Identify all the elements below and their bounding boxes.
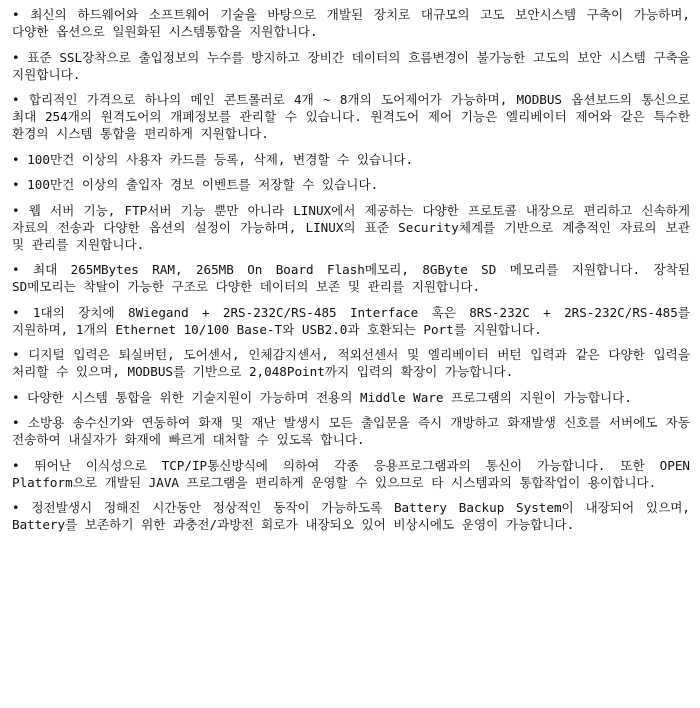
feature-item-7: • 최대 265MBytes RAM, 265MB On Board Flash메모리, 8GByte SD 메모리를 지원합니다. 장착된 SD메모리는 착탈이 가능한 구조로 다양한 데이터의 보존 및 관리를 지원합니다. xyxy=(12,262,690,294)
feature-item-4: • 100만건 이상의 사용자 카드를 등록, 삭제, 변경할 수 있습니다. xyxy=(12,151,414,167)
feature-item-3: • 합리적인 가격으로 하나의 메인 콘트롤러로 4개 ~ 8개의 도어제어가 가능하며, MODBUS 옵션보드의 통신으로 최대 254개의 원격도어의 개폐정보를 관리할 수 있습니다. 원격도어 제어 기능은 엘리베이터 제어와 같은 특수한 환경의 시스템 통합을 편리하게 지원합니다. xyxy=(12,92,690,141)
feature-item-9: • 디지털 입력은 퇴실버턴, 도어센서, 인체감지센서, 적외선센서 및 엘리베이터 버턴 입력과 같은 다양한 입력을 처리할 수 있으며, MODBUS를 기반으로 2,048Point까지 입력의 확장이 가능합니다. xyxy=(12,347,690,379)
feature-list xyxy=(12,6,690,533)
feature-item-5: • 100만건 이상의 출입자 경보 이벤트를 저장할 수 있습니다. xyxy=(12,177,379,192)
feature-item-12: • 뛰어난 이식성으로 TCP/IP통신방식에 의하여 각종 응용프로그램과의 통신이 가능합니다. 또한 OPEN Platform으로 개발된 JAVA 프로그램을 편리하게 운영할 수 있으므로 타 시스템과의 통합작업이 용이합니다. xyxy=(12,457,690,490)
feature-item-2: • 표준 SSL장착으로 출입정보의 누수를 방지하고 장비간 데이터의 흐름변경이 불가능한 고도의 보안 시스템 구축을 지원합니다. xyxy=(12,49,690,82)
feature-item-10: • 다양한 시스템 통합을 위한 기술지원이 가능하며 전용의 Middle Ware 프로그램의 지원이 가능합니다. xyxy=(12,389,632,405)
feature-item-6: • 웹 서버 기능, FTP서버 기능 뿐만 아니라 LINUX에서 제공하는 다양한 프로토콜 내장으로 편리하고 신속하게 자료의 전송과 다양한 옵션의 설정이 가능하며, LINUX의 표준 Security체계를 기반으로 계층적인 자료의 보관 및 관리를 지원합니다. xyxy=(12,202,690,252)
feature-item-11: • 소방용 송수신기와 연동하여 화재 및 재난 발생시 모든 출입문을 즉시 개방하고 화재발생 신호를 서버에도 자동 전송하여 내실자가 화재에 빠르게 대처할 수 있도록 합니다. xyxy=(12,415,690,447)
feature-item-1: • 최신의 하드웨어와 소프트웨어 기술을 바탕으로 개발된 장치로 대규모의 고도 보안시스템 구축이 가능하며, 다양한 옵션으로 일원화된 시스템통합을 지원합니다. xyxy=(12,7,690,39)
feature-item-8: • 1대의 장치에 8Wiegand + 2RS-232C/RS-485 Interface 혹은 8RS-232C + 2RS-232C/RS-485를 지원하며, 1개의 Ethernet 10/100 Base-T와 USB2.0과 호환되는 Port를 지원합니다. xyxy=(12,304,690,337)
feature-item-13: • 정전발생시 정해진 시간동안 정상적인 동작이 가능하도록 Battery Backup System이 내장되어 있으며, Battery를 보존하기 위한 과충전/과방전 회로가 내장되오 있어 비상시에도 운영이 가능합니다. xyxy=(12,500,690,532)
